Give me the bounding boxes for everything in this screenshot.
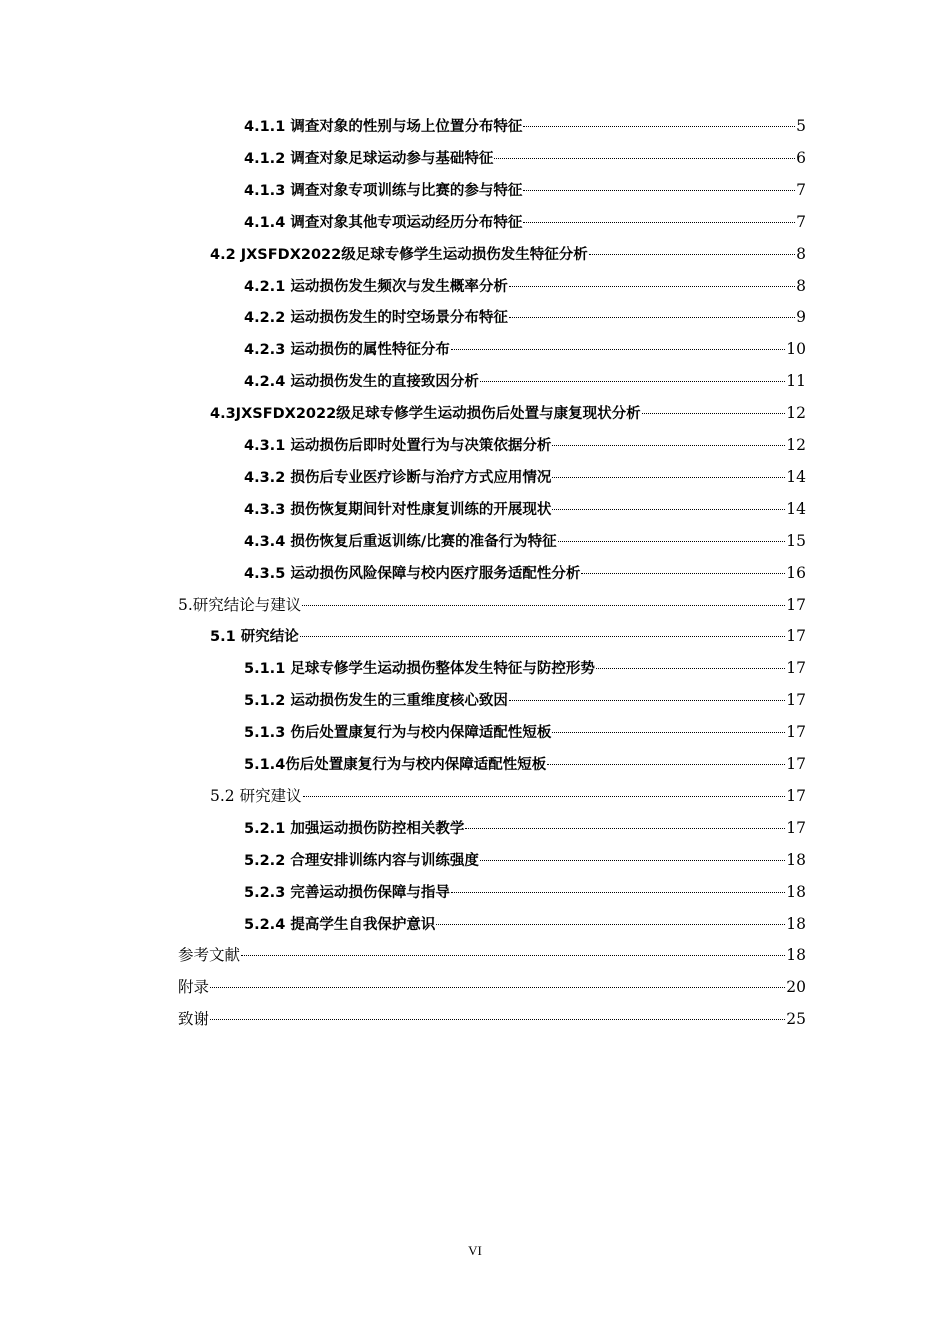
toc-entry[interactable]	[244, 497, 806, 521]
toc-entry-title: 5.2.3 完善运动损伤保障与指导	[244, 884, 450, 901]
toc-entry[interactable]	[178, 943, 806, 967]
toc-entry-title: 5.2 研究建议	[210, 786, 302, 805]
toc-entry[interactable]	[244, 848, 806, 872]
toc-dot-leader	[523, 222, 795, 223]
page-number: VI	[468, 1243, 482, 1258]
toc-dot-leader	[451, 349, 785, 350]
toc-entry-page-number: 17	[786, 659, 806, 678]
toc-entry-title: 5.1.4伤后处置康复行为与校内保障适配性短板	[244, 757, 547, 773]
toc-entry-title: 5.1.3 伤后处置康复行为与校内保障适配性短板	[244, 725, 552, 742]
toc-entry-page-number: 11	[786, 372, 806, 391]
toc-entry[interactable]	[244, 561, 806, 585]
toc-entry[interactable]	[244, 433, 806, 457]
toc-dot-leader	[552, 509, 785, 510]
toc-entry-page-number: 18	[786, 882, 806, 901]
toc-entry-title: 参考文献	[178, 946, 241, 965]
toc-dot-leader	[523, 190, 795, 191]
toc-entry-page-number: 25	[786, 1010, 806, 1029]
toc-entry[interactable]	[244, 529, 806, 553]
toc-dot-leader	[465, 828, 785, 829]
toc-entry-page-number: 17	[786, 786, 806, 805]
toc-entry-page-number: 6	[796, 148, 806, 167]
toc-entry-page-number: 15	[786, 531, 806, 550]
toc-entry-title: 4.3JXSFDX2022级足球专修学生运动损伤后处置与康复现状分析	[210, 406, 641, 423]
toc-entry-page-number: 14	[786, 467, 806, 486]
toc-entry[interactable]	[178, 1007, 806, 1031]
toc-entry-page-number: 17	[786, 627, 806, 646]
toc-entry[interactable]	[178, 975, 806, 999]
toc-entry-title: 5.1.2 运动损伤发生的三重维度核心致因	[244, 693, 508, 710]
toc-dot-leader	[300, 636, 786, 637]
toc-entry-page-number: 9	[796, 308, 806, 327]
toc-dot-leader	[589, 254, 795, 255]
toc-dot-leader	[558, 541, 786, 542]
toc-entry-title: 4.1.1 调查对象的性别与场上位置分布特征	[244, 119, 523, 135]
toc-dot-leader	[552, 477, 785, 478]
toc-entry[interactable]	[210, 624, 806, 648]
toc-entry-page-number: 17	[786, 723, 806, 742]
toc-dot-leader	[581, 573, 785, 574]
toc-entry-title: 4.1.2 调查对象足球运动参与基础特征	[244, 150, 494, 167]
toc-entry-title: 4.3.3 损伤恢复期间针对性康复训练的开展现状	[244, 501, 552, 518]
toc-entry-title: 4.3.5 运动损伤风险保障与校内医疗服务适配性分析	[244, 565, 581, 582]
toc-entry-page-number: 8	[796, 244, 806, 263]
toc-entry-title: 4.2.2 运动损伤发生的时空场景分布特征	[244, 310, 508, 327]
toc-dot-leader	[552, 445, 785, 446]
toc-dot-leader	[509, 700, 785, 701]
toc-entry-page-number: 8	[796, 276, 806, 295]
toc-entry-page-number: 7	[796, 180, 806, 199]
toc-entry-title: 致谢	[178, 1010, 210, 1029]
toc-entry-title: 5.2.1 加强运动损伤防控相关教学	[244, 820, 465, 837]
toc-entry[interactable]	[244, 178, 806, 202]
toc-entry[interactable]	[244, 720, 806, 744]
toc-entry[interactable]	[244, 656, 806, 680]
toc-dot-leader	[523, 126, 795, 127]
toc-entry-page-number: 14	[786, 499, 806, 518]
toc-entry[interactable]	[244, 337, 806, 361]
toc-entry[interactable]	[210, 784, 806, 808]
toc-entry-title: 4.3.2 损伤后专业医疗诊断与治疗方式应用情况	[244, 469, 552, 486]
toc-entry[interactable]	[244, 210, 806, 234]
toc-dot-leader	[509, 286, 795, 287]
toc-entry-title: 4.3.4 损伤恢复后重返训练/比赛的准备行为特征	[244, 533, 557, 550]
toc-dot-leader	[480, 860, 785, 861]
toc-entry[interactable]	[244, 816, 806, 840]
toc-entry-title: 5.1.1 足球专修学生运动损伤整体发生特征与防控形势	[244, 661, 595, 678]
toc-dot-leader	[552, 732, 785, 733]
toc-dot-leader	[494, 158, 795, 159]
toc-entry-title: 4.3.1 运动损伤后即时处置行为与决策依据分析	[244, 438, 552, 454]
toc-entry-page-number: 18	[786, 850, 806, 869]
toc-entry[interactable]	[244, 369, 806, 393]
toc-entry-page-number: 17	[786, 595, 806, 614]
toc-dot-leader	[302, 605, 785, 606]
toc-entry-title: 4.2.4 运动损伤发生的直接致因分析	[244, 374, 479, 391]
toc-dot-leader	[451, 892, 785, 893]
toc-entry[interactable]	[244, 880, 806, 904]
toc-entry-title: 5.研究结论与建议	[178, 595, 302, 614]
toc-entry[interactable]	[244, 274, 806, 298]
toc-dot-leader	[436, 924, 785, 925]
toc-entry-page-number: 18	[786, 946, 806, 965]
toc-entry[interactable]	[244, 688, 806, 712]
toc-dot-leader	[210, 1019, 785, 1020]
toc-entry-page-number: 12	[786, 404, 806, 423]
toc-entry-title: 5.2.2 合理安排训练内容与训练强度	[244, 852, 479, 869]
toc-dot-leader	[480, 381, 785, 382]
toc-dot-leader	[596, 668, 785, 669]
toc-entry-page-number: 5	[796, 117, 806, 135]
toc-entry-title: 5.2.4 提高学生自我保护意识	[244, 916, 436, 933]
toc-entry-title: 4.1.3 调查对象专项训练与比赛的参与特征	[244, 182, 523, 199]
toc-entry[interactable]	[210, 242, 806, 266]
toc-entry[interactable]	[244, 752, 806, 776]
toc-entry-title: 4.1.4 调查对象其他专项运动经历分布特征	[244, 214, 523, 231]
toc-dot-leader	[509, 317, 795, 318]
toc-dot-leader	[241, 955, 785, 956]
toc-entry-title: 4.2 JXSFDX2022级足球专修学生运动损伤发生特征分析	[210, 246, 588, 263]
toc-entry-page-number: 16	[786, 563, 806, 582]
toc-entry[interactable]	[178, 593, 806, 617]
toc-entry-page-number: 17	[786, 691, 806, 710]
toc-entry[interactable]	[244, 146, 806, 170]
toc-entry-title: 5.1 研究结论	[210, 629, 299, 646]
toc-entry-title: 4.2.3 运动损伤的属性特征分布	[244, 342, 450, 359]
toc-entry[interactable]	[244, 465, 806, 489]
toc-dot-leader	[303, 796, 786, 797]
toc-dot-leader	[642, 413, 786, 414]
toc-entry-page-number: 17	[786, 818, 806, 837]
toc-entry-title: 附录	[178, 978, 210, 997]
toc-entry-page-number: 18	[786, 914, 806, 933]
toc-entry-page-number: 20	[786, 978, 806, 997]
toc-entry-page-number: 7	[796, 212, 806, 231]
toc-entry-title: 4.2.1 运动损伤发生频次与发生概率分析	[244, 278, 508, 295]
toc-entry[interactable]	[244, 912, 806, 936]
toc-entry[interactable]	[244, 114, 806, 138]
toc-entry-page-number: 17	[786, 755, 806, 773]
toc-dot-leader	[547, 764, 785, 765]
toc-entry-page-number: 12	[786, 436, 806, 454]
toc-entry-page-number: 10	[786, 340, 806, 359]
toc-dot-leader	[210, 987, 785, 988]
toc-entry[interactable]	[210, 401, 806, 425]
toc-entry[interactable]	[244, 305, 806, 329]
